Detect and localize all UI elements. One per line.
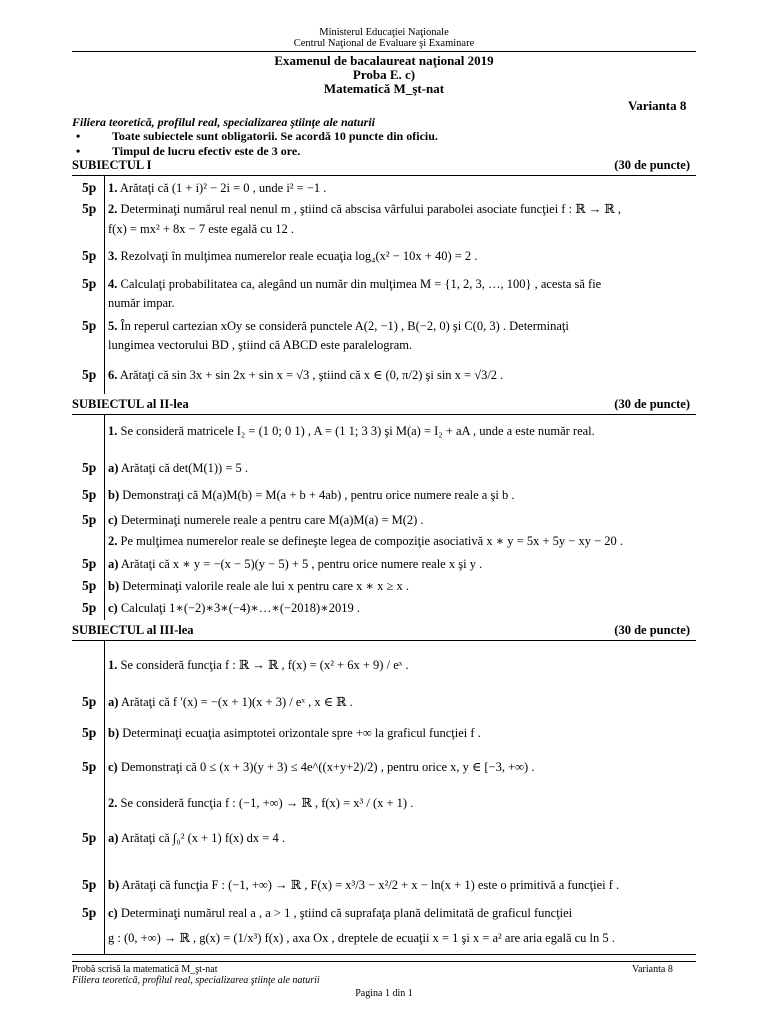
points-cell: 5p: [82, 905, 97, 920]
s1-q5: 5. În reperul cartezian xOy se consideră punctele A(2, −1) , B(−2, 0) şi C(0, 3) . Determinaţi: [108, 319, 569, 333]
s2-p2c: c) Calculaţi 1∗(−2)∗3∗(−4)∗…∗(−2018)∗2019 .: [108, 601, 360, 615]
points-cell: 5p: [82, 694, 97, 709]
section-points-1: (30 de puncte): [614, 158, 690, 172]
points-cell: 5p: [82, 180, 97, 195]
s3-p1b: b) Determinaţi ecuaţia asimptotei orizontale spre +∞ la graficul funcţiei f .: [108, 726, 481, 740]
points-cell: 5p: [82, 201, 97, 216]
s2-p2a: a) Arătaţi că x ∗ y = −(x − 5)(y − 5) + 5 , pentru orice numere reale x şi y .: [108, 557, 483, 571]
table-rule: [72, 414, 696, 415]
points-cell: 5p: [82, 460, 97, 475]
filiera-line: Filiera teoretică, profilul real, specializarea ştiinţe ale naturii: [72, 115, 375, 129]
subject-title: Matematică M_şt-nat: [323, 81, 445, 96]
s3-p2: 2. Se consideră funcţia f : (−1, +∞) → ℝ , f(x) = x³ / (x + 1) .: [108, 796, 414, 810]
section-title-1: SUBIECTUL I (30 de puncte): [72, 158, 690, 172]
s3-p1c: c) Demonstraţi că 0 ≤ (x + 3)(y + 3) ≤ 4e^((x+y+2)/2) , pentru orice x, y ∈ [−3, +∞) .: [108, 760, 535, 774]
exam-title: Examenul de bacalaureat naţional 2019: [274, 53, 494, 68]
points-cell: 5p: [82, 248, 97, 263]
proba-title: Proba E. c): [352, 67, 416, 82]
bullet: •: [76, 129, 81, 143]
table-rule: [72, 640, 696, 641]
s2-p1c: c) Determinaţi numerele reale a pentru care M(a)M(a) = M(2) .: [108, 513, 424, 527]
points-cell: 5p: [82, 830, 97, 845]
header-rule: [72, 51, 696, 52]
points-cell: 5p: [82, 318, 97, 333]
footer-rule: [72, 961, 696, 962]
points-cell: 5p: [82, 367, 97, 382]
s2-p1a: a) Arătaţi că det(M(1)) = 5 .: [108, 461, 248, 475]
points-cell: 5p: [82, 487, 97, 502]
points-cell: 5p: [82, 556, 97, 571]
bullet: •: [76, 144, 81, 158]
points-column-divider: [104, 640, 105, 954]
s3-p2b: b) Arătaţi că funcţia F : (−1, +∞) → ℝ , F(x) = x³/3 − x²/2 + x − ln(x + 1) este o primitivă a funcţiei f .: [108, 878, 620, 892]
footer-variant: Varianta 8: [632, 964, 673, 975]
points-cell: 5p: [82, 759, 97, 774]
footer-filiera: Filiera teoretică, profilul real, specializarea ştiinţe ale naturii: [72, 975, 320, 986]
s3-p2c-line2: g : (0, +∞) → ℝ , g(x) = (1/x³) f(x) , axa Ox , dreptele de ecuaţii x = 1 şi x = a² are aria egală cu ln 5 .: [108, 931, 615, 945]
points-column-divider: [104, 175, 105, 394]
s1-q4-line2: număr impar.: [108, 296, 175, 310]
ministry-name: Ministerul Educaţiei Naţionale: [319, 27, 449, 38]
s3-p2a: a) Arătaţi că ∫₀² (x + 1) f(x) dx = 4 .: [108, 831, 285, 845]
s2-p1: 1. Se consideră matricele I₂ = (1 0; 0 1) , A = (1 1; 3 3) şi M(a) = I₂ + aA , unde a este număr real.: [108, 424, 595, 438]
points-cell: 5p: [82, 600, 97, 615]
s1-q3: 3. Rezolvaţi în mulţimea numerelor reale ecuaţia log₄(x² − 10x + 40) = 2 .: [108, 249, 478, 263]
center-name: Centrul Naţional de Evaluare şi Examinare: [293, 38, 475, 49]
s1-q4: 4. Calculaţi probabilitatea ca, alegând un număr din mulţimea M = {1, 2, 3, …, 100} , acesta să fie: [108, 277, 602, 291]
instruction-2: • Timpul de lucru efectiv este de 3 ore.: [72, 144, 300, 158]
table-rule: [72, 175, 696, 176]
variant-label: Varianta 8: [628, 98, 687, 113]
page-number: Pagina 1 din 1: [355, 988, 413, 999]
s1-q2: 2. Determinaţi numărul real nenul m , ştiind că abscisa vârfului parabolei asociate funcţiei f : ℝ → ℝ ,: [108, 202, 621, 216]
s3-p2c: c) Determinaţi numărul real a , a > 1 , ştiind că suprafaţa plană delimitată de graficul funcţiei: [108, 906, 573, 920]
points-cell: 5p: [82, 512, 97, 527]
s2-p2b: b) Determinaţi valorile reale ale lui x pentru care x ∗ x ≥ x .: [108, 579, 410, 593]
points-column-divider: [104, 414, 105, 620]
section-points-2: (30 de puncte): [614, 397, 690, 411]
s1-q6: 6. Arătaţi că sin 3x + sin 2x + sin x = √3 , ştiind că x ∈ (0, π/2) şi sin x = √3/2 .: [108, 368, 504, 382]
s3-p1a: a) Arătaţi că f ′(x) = −(x + 1)(x + 3) / eˣ , x ∈ ℝ .: [108, 695, 353, 709]
table-rule: [72, 954, 696, 955]
section-title-3: SUBIECTUL al III-lea (30 de puncte): [72, 623, 690, 637]
points-cell: 5p: [82, 276, 97, 291]
s1-q2-line2: f(x) = mx² + 8x − 7 este egală cu 12 .: [108, 222, 294, 236]
s2-p1b: b) Demonstraţi că M(a)M(b) = M(a + b + 4ab) , pentru orice numere reale a şi b .: [108, 488, 515, 502]
section-title-2: SUBIECTUL al II-lea (30 de puncte): [72, 397, 690, 411]
section-points-3: (30 de puncte): [614, 623, 690, 637]
s1-q1: 1. Arătaţi că (1 + i)² − 2i = 0 , unde i² = −1 .: [108, 181, 327, 195]
points-cell: 5p: [82, 725, 97, 740]
points-cell: 5p: [82, 877, 97, 892]
points-cell: 5p: [82, 578, 97, 593]
s1-q5-line2: lungimea vectorului BD , ştiind că ABCD este paralelogram.: [108, 338, 413, 352]
instruction-1: • Toate subiectele sunt obligatorii. Se acordă 10 puncte din oficiu.: [72, 129, 438, 143]
s2-p2: 2. Pe mulţimea numerelor reale se defineşte legea de compoziţie asociativă x ∗ y = 5x + 5y − xy − 20 .: [108, 534, 624, 548]
footer-title: Probă scrisă la matematică M_şt-nat: [72, 964, 218, 975]
s3-p1: 1. Se consideră funcţia f : ℝ → ℝ , f(x) = (x² + 6x + 9) / eˣ .: [108, 658, 409, 672]
